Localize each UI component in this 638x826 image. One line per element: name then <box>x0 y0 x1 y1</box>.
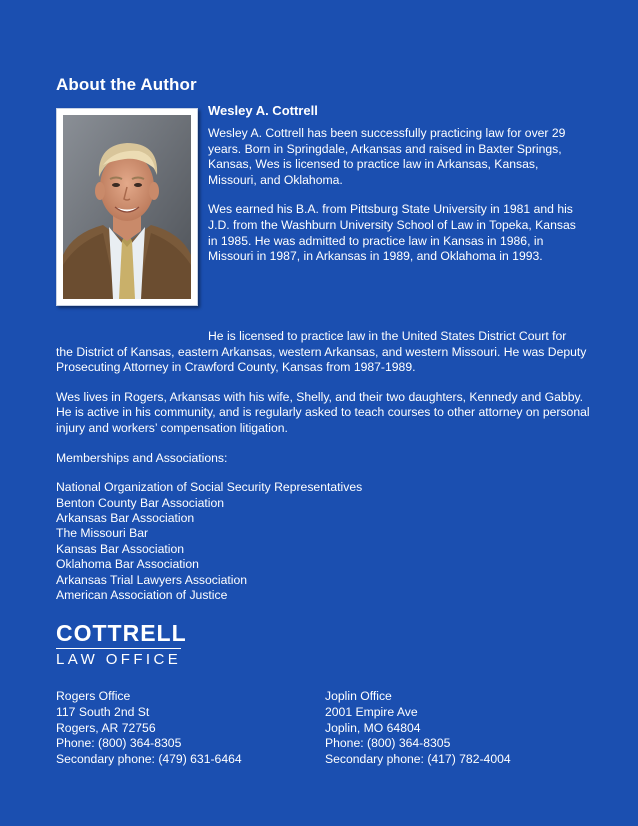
offices-section <box>56 689 590 769</box>
memberships-list <box>56 480 590 603</box>
membership-item: Benton County Bar Association <box>56 495 225 510</box>
membership-item: American Association of Justice <box>56 588 228 602</box>
office-city: Rogers, AR 72756 <box>56 720 156 735</box>
office-phone: Phone: (800) 364-8305 <box>56 736 182 751</box>
rogers-office <box>56 689 242 767</box>
bio-full-width <box>56 329 590 603</box>
office-street: 117 South 2nd St <box>56 705 150 719</box>
author-portrait-photo <box>63 115 191 299</box>
logo-bottom-text: LAW OFFICE <box>56 648 181 669</box>
bio-paragraph-3-first-line: He is licensed to practice law in the United States District Court for <box>208 329 567 343</box>
author-name: Wesley A. Cottrell <box>208 103 318 118</box>
bio-paragraph-4: Wes lives in Rogers, Arkansas with his wife, Shelly, and their two daughters, Kennedy and Gabby. He is active in his community, and is regularly asked to teach courses to other attorney on personal injury and workers’ compensation litigation. <box>56 389 590 435</box>
membership-item: Kansas Bar Association <box>56 541 185 556</box>
membership-item: Oklahoma Bar Association <box>56 557 199 572</box>
office-name: Rogers Office <box>56 689 131 704</box>
law-office-logo <box>56 621 186 669</box>
bio-paragraph-2: Wes earned his B.A. from Pittsburg State University in 1981 and his J.D. from the Washburn University School of Law in Topeka, Kansas in 1985. He was admitted to practice law in Kansas in 1986, in Missouri in 1987, in Arkansas in 1989, and Oklahoma in 1993. <box>208 202 576 264</box>
about-author-page <box>56 74 590 769</box>
bio-right-column <box>208 102 588 279</box>
bio-top-section <box>56 102 590 329</box>
memberships-heading: Memberships and Associations: <box>56 450 228 465</box>
bio-paragraph-3 <box>56 329 590 376</box>
membership-item: Arkansas Trial Lawyers Association <box>56 572 248 587</box>
bio-paragraph-1: Wesley A. Cottrell has been successfully practicing law for over 29 years. Born in Springdale, Arkansas and raised in Baxter Springs, Kansas, Wes is licensed to practice law in Arkansas, Kansas, Missouri, and Oklahoma. <box>208 126 566 187</box>
office-phone: Phone: (800) 364-8305 <box>325 736 451 751</box>
office-street: 2001 Empire Ave <box>325 705 418 719</box>
logo-top-text: COTTRELL <box>56 620 187 647</box>
office-name: Joplin Office <box>325 689 392 704</box>
joplin-office <box>325 689 511 767</box>
office-city: Joplin, MO 64804 <box>325 720 421 735</box>
office-secondary-phone: Secondary phone: (417) 782-4004 <box>325 751 511 766</box>
office-secondary-phone: Secondary phone: (479) 631-6464 <box>56 751 242 766</box>
membership-item: Arkansas Bar Association <box>56 510 195 525</box>
membership-item: The Missouri Bar <box>56 526 149 541</box>
membership-item: National Organization of Social Security Representatives <box>56 480 363 495</box>
author-photo-frame <box>56 108 198 306</box>
bio-paragraph-3-rest: the District of Kansas, eastern Arkansas, western Arkansas, and western Missouri. He was Deputy Prosecuting Attorney in Crawford County, Kansas from 1987-1989. <box>56 344 587 375</box>
page-title: About the Author <box>56 75 197 94</box>
